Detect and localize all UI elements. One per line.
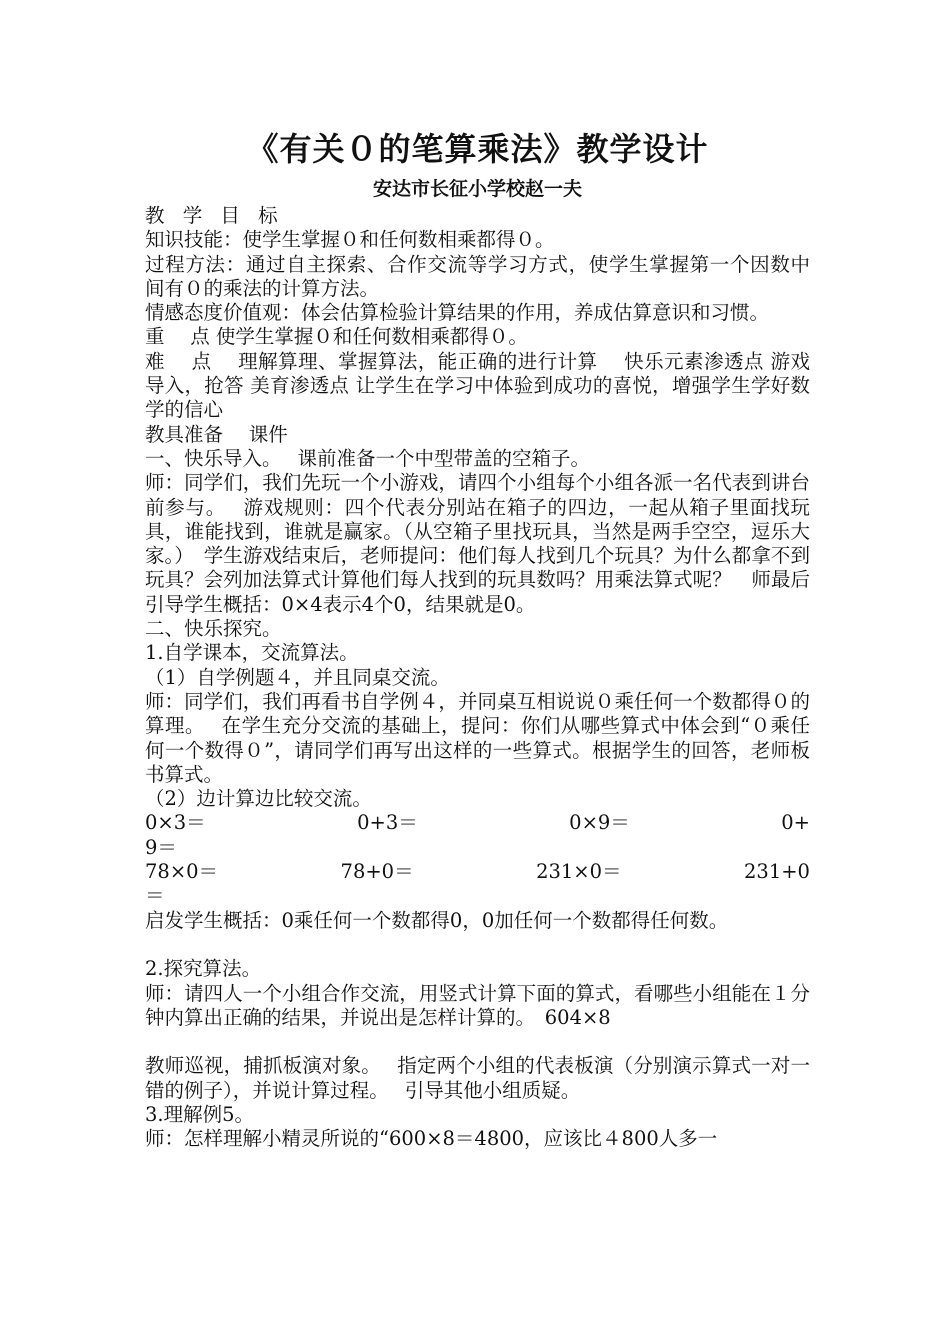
step2-body: 师：请四人一个小组合作交流，用竖式计算下面的算式，看哪些小组能在１分钟内算出正确的结果，并说出是怎样计算的。 604×8	[145, 981, 810, 1029]
equation: 0+	[781, 811, 810, 835]
section1-heading: 一、快乐导入。 课前准备一个中型带盖的空箱子。	[145, 446, 590, 470]
section1-body: 师：同学们，我们先玩一个小游戏，请四个小组每个小组各派一名代表到讲台前参与。 游戏规则：四个代表分别站在箱子的四边，一起从箱子里面找玩具，谁能找到，谁就是赢家。（从空箱子里找玩具，当然是两手空空，逗乐大家。） 学生游戏结束后，老师提问：他们每人找到几个玩具？为什么都拿不到玩具？会列加法算式计算他们每人找到的玩具数吗？用乘法算式呢？ 师最后引导学生概括：0×4表示4个0，结果就是0。	[145, 471, 810, 616]
goal-process: 过程方法：通过自主探索、合作交流等学习方式，使学生掌握第一个因数中 间有０的乘法的计算方法。	[145, 252, 817, 300]
section2-heading: 二、快乐探究。	[145, 617, 282, 641]
equation: 78+0＝	[340, 860, 414, 884]
equation: 0+3＝	[357, 811, 418, 835]
equation: 0×3＝	[145, 811, 206, 835]
equations-row-2	[145, 860, 810, 884]
step1-sub2: （2）边计算边比较交流。	[145, 787, 372, 811]
equation-wrap: ＝	[145, 884, 165, 908]
step3-heading: 3.理解例5。	[145, 1102, 255, 1126]
difficult-point: 难 点 理解算理、掌握算法，能正确的进行计算 快乐元素渗透点 游戏导入，抢答 美育渗透点 让学生在学习中体验到成功的喜悦，增强学生学好数学的信心	[145, 349, 810, 422]
summary: 启发学生概括：0乘任何一个数都得0，0加任何一个数都得任何数。	[145, 908, 729, 932]
step1-body: 师：同学们，我们再看书自学例４，并同桌互相说说０乘任何一个数都得０的算理。 在学生充分交流的基础上，提问：你们从哪些算式中体会到“０乘任何一个数得０”，请同学们再写出这样的一些算式。根据学生的回答，老师板书算式。	[145, 689, 810, 786]
key-point: 重 点 使学生掌握０和任何数相乘都得０。	[145, 325, 528, 349]
goal-knowledge: 知识技能：使学生掌握０和任何数相乘都得０。	[145, 228, 555, 252]
blank-line	[145, 933, 810, 957]
equation: 0×9＝	[569, 811, 630, 835]
equations-row-1	[145, 811, 810, 835]
step1-heading: 1.自学课本，交流算法。	[145, 641, 359, 665]
step2-heading: 2.探究算法。	[145, 957, 262, 981]
goal-emotion: 情感态度价值观：体会估算检验计算结果的作用，养成估算意识和习惯。	[145, 301, 770, 325]
step1-sub1: （1）自学例题４，并且同桌交流。	[145, 665, 450, 689]
equation-wrap: 9＝	[145, 835, 177, 859]
equation: 231+0	[744, 860, 810, 884]
document-author: 安达市长征小学校赵一夫	[372, 178, 582, 200]
document-page	[145, 128, 817, 1152]
document-title: 《有关０的笔算乘法》教学设计	[246, 130, 709, 168]
step3-body: 师：怎样理解小精灵所说的“600×8＝4800，应该比４800人多一	[145, 1127, 718, 1151]
equation: 231×0＝	[536, 860, 622, 884]
teaching-tools: 教具准备 课件	[145, 422, 288, 446]
blank-line	[145, 1030, 810, 1054]
step2-body2: 教师巡视，捕抓板演对象。 指定两个小组的代表板演（分别演示算式一对一错的例子），并说计算过程。 引导其他小组质疑。	[145, 1054, 810, 1102]
goals-heading: 教 学 目 标	[145, 204, 284, 227]
equation: 78×0＝	[145, 860, 219, 884]
